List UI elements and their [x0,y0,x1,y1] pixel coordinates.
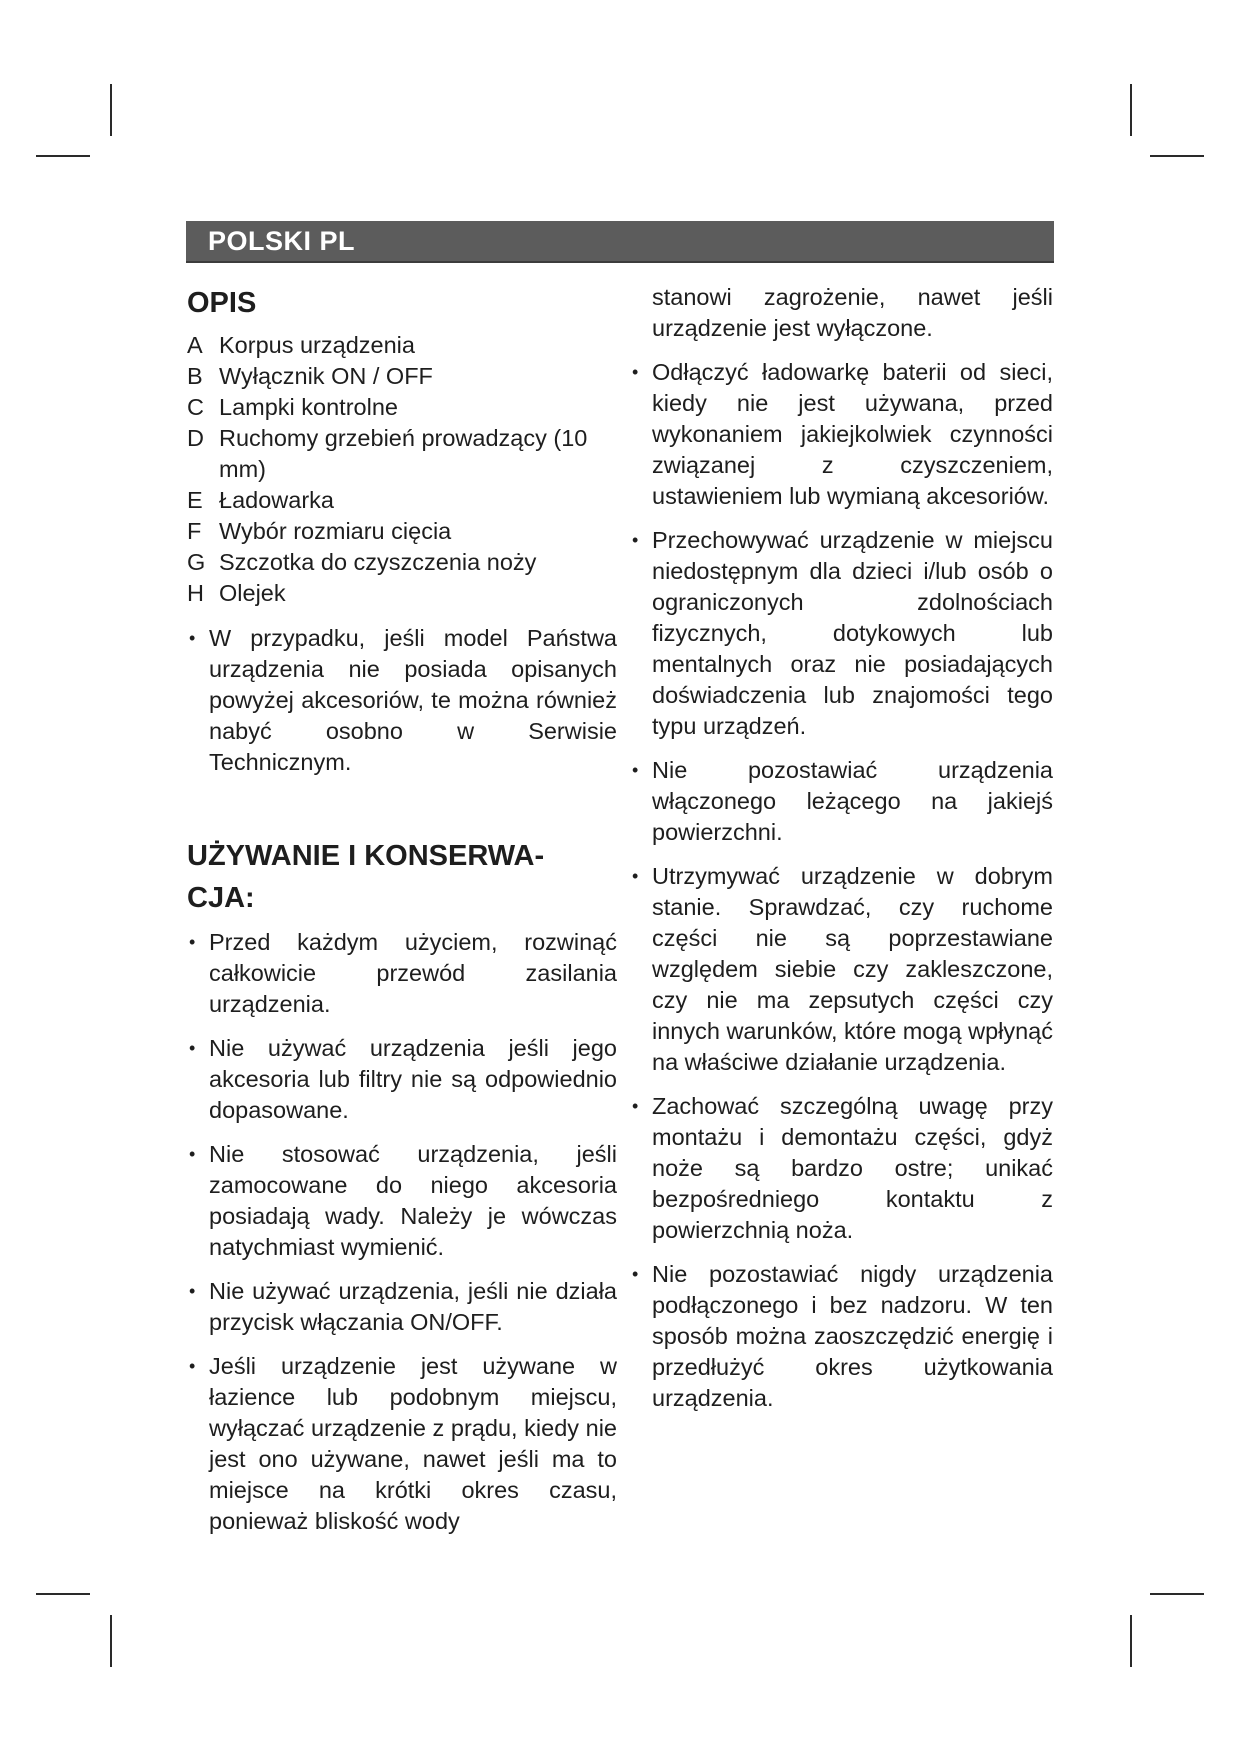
crop-mark [36,1593,90,1595]
language-header-title: POLSKI PL [208,226,356,256]
usage-list-item: • Przed każdym użyciem, rozwinąć całkowicie przewód zasilania urządzenia. [187,927,617,1020]
usage-list-item: • Nie stosować urządzenia, jeśli zamocowane do niego akcesoria posiadają wady. Należy je wówczas natychmiast wymienić. [187,1139,617,1263]
parts-list-item: G Szczotka do czyszczenia noży [187,549,537,575]
safety-list-item: • Odłączyć ładowarkę baterii od sieci, kiedy nie jest używana, przed wykonaniem jakiejkolwiek czynności związanej z czyszczeniem, ustawieniem lub wymianą akcesoriów. [630,357,1053,512]
crop-mark [110,1615,112,1667]
safety-list-item: • Utrzymywać urządzenie w dobrym stanie. Sprawdzać, czy ruchome części nie są poprzestawiane względem siebie czy zakleszczone, czy nie ma zepsutych części czy innych warunków, które mogą wpłynąć na właściwe działanie urządzenia. [630,861,1053,1078]
parts-list-item: H Olejek [187,580,286,606]
crop-mark [36,155,90,157]
usage-list-item: • Jeśli urządzenie jest używane w łazience lub podobnym miejscu, wyłączać urządzenie z prądu, kiedy nie jest ono używane, nawet jeśli ma to miejsce na krótki okres czasu, ponieważ bliskość wody [187,1351,617,1537]
crop-mark [1150,1593,1204,1595]
parts-list-item: F Wybór rozmiaru cięcia [187,518,452,544]
parts-list-item: C Lampki kontrolne [187,394,398,420]
usage-heading: UŻYWANIE I KONSERWA-CJA: [187,840,545,914]
safety-list-item: • Nie pozostawiać nigdy urządzenia podłączonego i bez nadzoru. W ten sposób można zaoszczędzić energię i przedłużyć okres użytkowania urządzenia. [630,1259,1053,1414]
parts-list-item: D Ruchomy grzebień prowadzący (10 mm) [187,425,588,482]
usage-list-item: • Nie używać urządzenia, jeśli nie działa przycisk włączania ON/OFF. [187,1276,617,1338]
language-header-bar [186,221,1054,263]
crop-mark [1150,155,1204,157]
safety-list [630,357,1053,1414]
safety-list-item: • Nie pozostawiać urządzenia włączonego leżącego na jakiejś powierzchni. [630,755,1053,848]
accessories-note-list [187,623,617,778]
crop-mark [1130,1615,1132,1667]
accessories-note: • W przypadku, jeśli model Państwa urządzenia nie posiada opisanych powyżej akcesoriów, te można również nabyć osobno w Serwisie Technicznym. [187,623,617,778]
parts-list [187,330,617,609]
parts-list-item: B Wyłącznik ON / OFF [187,363,433,389]
parts-list-item: A Korpus urządzenia [187,332,415,358]
opis-heading: OPIS [187,287,257,319]
usage-list-item: • Nie używać urządzenia jeśli jego akcesoria lub filtry nie są odpowiednio dopasowane. [187,1033,617,1126]
crop-mark [1130,84,1132,136]
left-column [187,282,617,1550]
crop-mark [110,84,112,136]
right-column [630,282,1053,1427]
continued-paragraph: stanowi zagrożenie, nawet jeśli urządzenie jest wyłączone. [652,284,1053,341]
safety-list-item: • Przechowywać urządzenie w miejscu niedostępnym dla dzieci i/lub osób o ograniczonych zdolnościach fizycznych, dotykowych lub mentalnych oraz nie posiadających doświadczenia lub znajomości tego typu urządzeń. [630,525,1053,742]
usage-list [187,927,617,1537]
safety-list-item: • Zachować szczególną uwagę przy montażu i demontażu części, gdyż noże są bardzo ostre; unikać bezpośredniego kontaktu z powierzchnią noża. [630,1091,1053,1246]
parts-list-item: E Ładowarka [187,487,334,513]
